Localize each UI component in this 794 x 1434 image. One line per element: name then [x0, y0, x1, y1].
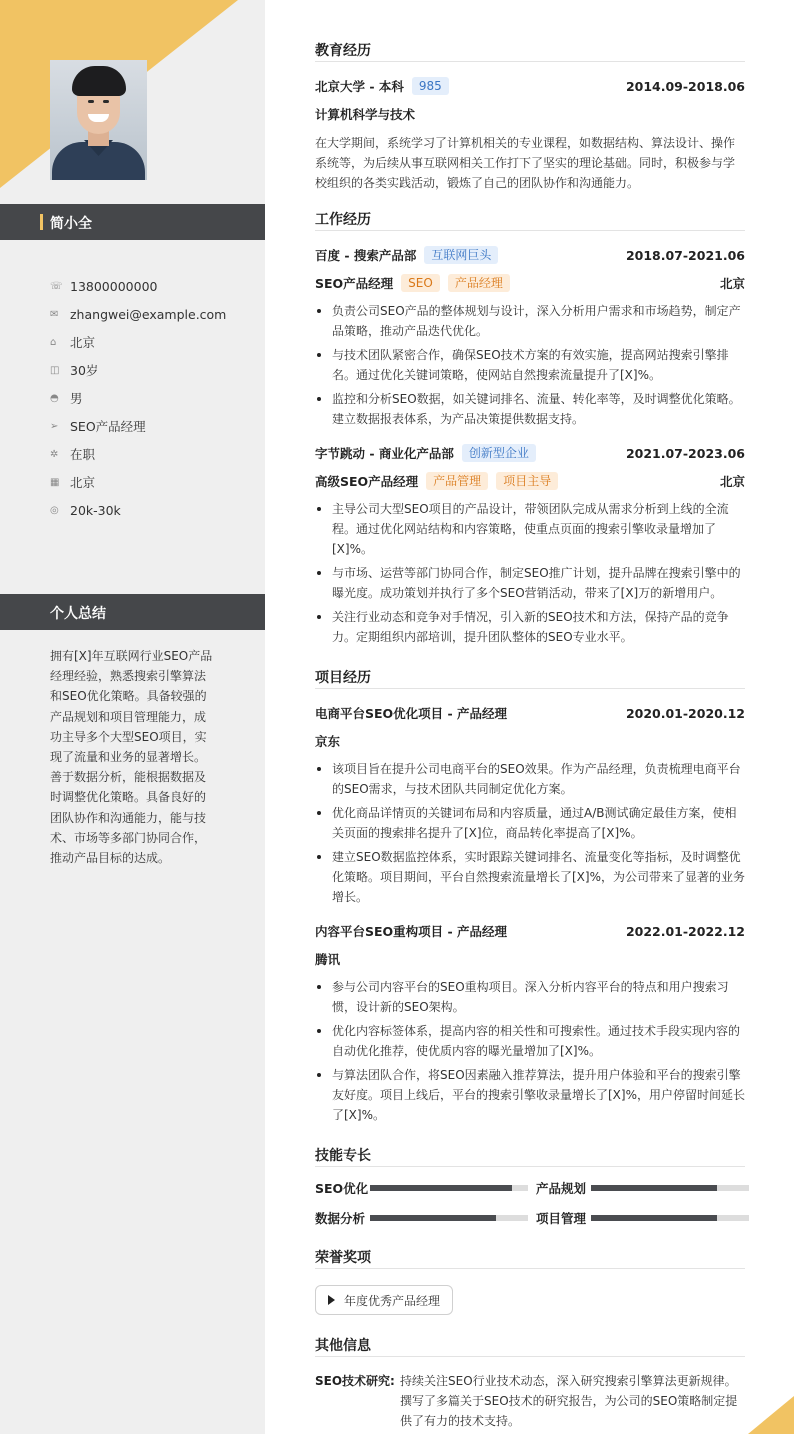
- other-value: 持续关注SEO行业技术动态，深入研究搜索引擎算法更新规律。撰写了多篇关于SEO技术的研究报告，为公司的SEO策略制定提供了有力的技术支持。: [400, 1374, 738, 1428]
- info-item-position: [50, 412, 226, 440]
- skill-item: [536, 1209, 751, 1227]
- job-item: [315, 241, 745, 429]
- job-company: 百度 - 搜索产品部: [315, 248, 417, 263]
- info-item-email: [50, 300, 226, 328]
- sidebar: [0, 0, 265, 1434]
- info-text: 30岁: [70, 363, 99, 378]
- info-item-age: [50, 356, 226, 384]
- project-item: [315, 699, 745, 907]
- project-name: 内容平台SEO重构项目 - 产品经理: [315, 924, 508, 939]
- award-toggle-button[interactable]: [315, 1285, 453, 1315]
- section-title-honors: 荣誉奖项: [315, 1247, 745, 1269]
- education-date: 2014.09-2018.06: [625, 78, 745, 94]
- project-org-row: [315, 727, 745, 755]
- name-accent-marker: [40, 214, 43, 230]
- name-bar: [0, 204, 265, 240]
- company-tag: 创新型企业: [462, 444, 536, 462]
- info-text: SEO产品经理: [70, 419, 146, 434]
- project-header: [315, 699, 745, 727]
- summary-title: 个人总结: [50, 606, 106, 622]
- info-item-status: [50, 440, 226, 468]
- project-bullets: [315, 977, 745, 1125]
- project-item: [315, 917, 745, 1125]
- project-name: 电商平台SEO优化项目 - 产品经理: [315, 706, 508, 721]
- projects-section: [315, 667, 745, 1125]
- education-section: [315, 40, 745, 193]
- info-text: 男: [70, 391, 83, 406]
- list-item: 关注行业动态和竞争对手情况，引入新的SEO技术和方法，保持产品的竞争力。定期组织内部培训，提升团队整体的SEO专业水平。: [315, 607, 745, 647]
- contact-info-list: [50, 272, 226, 524]
- info-text: zhangwei@example.com: [70, 306, 227, 322]
- main-content: [315, 40, 745, 1431]
- project-bullets: [315, 759, 745, 907]
- other-section: [315, 1335, 745, 1431]
- project-org: 京东: [315, 734, 341, 749]
- skill-label: SEO优化: [315, 1181, 369, 1196]
- candidate-name: 简小全: [50, 216, 92, 232]
- job-date: 2021.07-2023.06: [625, 445, 745, 461]
- section-title-education: 教育经历: [315, 40, 745, 62]
- job-role-row: [315, 269, 745, 297]
- job-header: [315, 241, 745, 269]
- job-bullets: [315, 499, 745, 647]
- work-section: [315, 209, 745, 647]
- list-item: 监控和分析SEO数据，如关键词排名、流量、转化率等，及时调整优化策略。建立数据报表体系，为产品决策提供数据支持。: [315, 389, 745, 429]
- info-text: 20k-30k: [70, 502, 121, 518]
- skill-bar-fill: [591, 1215, 717, 1221]
- skill-label: 项目管理: [536, 1211, 587, 1226]
- info-text: 13800000000: [70, 278, 158, 294]
- triangle-right-icon: [328, 1295, 335, 1305]
- other-key: SEO技术研究:: [315, 1374, 395, 1388]
- list-item: 参与公司内容平台的SEO重构项目。深入分析内容平台的特点和用户搜索习惯，设计新的SEO架构。: [315, 977, 745, 1017]
- status-icon: ✲: [50, 448, 59, 460]
- skill-bar: [370, 1185, 528, 1191]
- section-title-projects: 项目经历: [315, 667, 745, 689]
- skill-bar-fill: [591, 1185, 717, 1191]
- education-desc: 在大学期间，系统学习了计算机相关的专业课程，如数据结构、算法设计、操作系统等，为后续从事互联网相关工作打下了坚实的理论基础。同时，积极参与学校组织的各类实践活动，锻炼了自己的团队协作和沟通能力。: [315, 136, 736, 190]
- skill-label: 数据分析: [315, 1211, 366, 1226]
- project-org: 腾讯: [315, 952, 341, 967]
- phone-icon: ☏: [50, 280, 63, 292]
- award-label: 年度优秀产品经理: [344, 1293, 441, 1308]
- email-icon: ✉: [50, 308, 59, 320]
- job-city: 北京: [719, 276, 745, 291]
- building-icon: ▦: [50, 476, 60, 488]
- major: 计算机科学与技术: [315, 107, 416, 122]
- skill-bar: [370, 1215, 528, 1221]
- section-title-skills: 技能专长: [315, 1145, 745, 1167]
- skill-bar-fill: [370, 1215, 496, 1221]
- skill-item: [536, 1179, 751, 1197]
- project-header: [315, 917, 745, 945]
- skills-grid: [315, 1179, 745, 1227]
- skill-bar: [591, 1185, 749, 1191]
- role-tag: SEO: [401, 274, 440, 292]
- age-icon: ◫: [50, 364, 60, 376]
- job-role-row: [315, 467, 745, 495]
- home-icon: ⌂: [50, 336, 57, 348]
- summary-text: 拥有[X]年互联网行业SEO产品经理经验，熟悉搜索引擎算法和SEO优化策略。具备较强的产品规划和项目管理能力，成功主导多个大型SEO项目，实现了流量和业务的显著增长。善于数据分析，能根据数据及时调整优化策略。具备良好的团队协作和沟通能力，能与技术、市场等多部门协同合作，推动产品目标的达成。: [50, 649, 213, 866]
- list-item: 建立SEO数据监控体系，实时跟踪关键词排名、流量变化等指标，及时调整优化策略。项目期间，平台自然搜索流量增长了[X]%，为公司带来了显著的业务增长。: [315, 847, 745, 907]
- project-date: 2020.01-2020.12: [625, 705, 745, 721]
- list-item: 与算法团队合作，将SEO因素融入推荐算法，提升用户体验和平台的搜索引擎友好度。项目上线后，平台的搜索引擎收录量增长了[X]%，用户停留时间延长了[X]%。: [315, 1065, 745, 1125]
- list-item: 优化内容标签体系，提高内容的相关性和可搜索性。通过技术手段实现内容的自动优化推荐，使优质内容的曝光量增加了[X]%。: [315, 1021, 745, 1061]
- info-item-phone: [50, 272, 226, 300]
- skills-section: [315, 1145, 745, 1227]
- info-item-city: [50, 468, 226, 496]
- gender-icon: ◓: [50, 392, 59, 404]
- project-date: 2022.01-2022.12: [625, 923, 745, 939]
- job-company: 字节跳动 - 商业化产品部: [315, 446, 454, 461]
- job-role: 高级SEO产品经理: [315, 474, 419, 489]
- section-title-work: 工作经历: [315, 209, 745, 231]
- salary-icon: ◎: [50, 504, 59, 516]
- info-item-gender: [50, 384, 226, 412]
- skill-item: [315, 1179, 530, 1197]
- job-item: [315, 439, 745, 647]
- info-text: 在职: [70, 447, 96, 462]
- list-item: 负责公司SEO产品的整体规划与设计，深入分析用户需求和市场趋势，制定产品策略，推动产品迭代优化。: [315, 301, 745, 341]
- role-tag: 产品经理: [448, 274, 510, 292]
- summary-bar: [0, 594, 265, 630]
- info-text: 北京: [70, 475, 96, 490]
- info-item-home: [50, 328, 226, 356]
- list-item: 与技术团队紧密合作，确保SEO技术方案的有效实施，提高网站搜索引擎排名。通过优化关键词策略，使网站自然搜索流量提升了[X]%。: [315, 345, 745, 385]
- list-item: 与市场、运营等部门协同合作，制定SEO推广计划，提升品牌在搜索引擎中的曝光度。成功策划并执行了多个SEO营销活动，带来了[X]万的新增用户。: [315, 563, 745, 603]
- skill-item: [315, 1209, 530, 1227]
- skill-label: 产品规划: [536, 1181, 587, 1196]
- company-tag: 互联网巨头: [424, 246, 498, 264]
- avatar-photo: [50, 60, 147, 180]
- job-header: [315, 439, 745, 467]
- major-row: [315, 100, 745, 128]
- section-title-other: 其他信息: [315, 1335, 745, 1357]
- other-item: [315, 1371, 745, 1431]
- project-org-row: [315, 945, 745, 973]
- job-role: SEO产品经理: [315, 276, 394, 291]
- list-item: 该项目旨在提升公司电商平台的SEO效果。作为产品经理，负责梳理电商平台的SEO需求，与技术团队共同制定优化方案。: [315, 759, 745, 799]
- school-tag: 985: [412, 77, 449, 95]
- decorative-corner-bottom-right: [748, 1396, 794, 1434]
- info-text: 北京: [70, 335, 96, 350]
- skill-bar: [591, 1215, 749, 1221]
- info-item-salary: [50, 496, 226, 524]
- send-icon: ➢: [50, 420, 59, 432]
- skill-bar-fill: [370, 1185, 512, 1191]
- role-tag: 项目主导: [496, 472, 558, 490]
- list-item: 优化商品详情页的关键词布局和内容质量，通过A/B测试确定最佳方案，使相关页面的搜索排名提升了[X]位，商品转化率提高了[X]%。: [315, 803, 745, 843]
- role-tag: 产品管理: [426, 472, 488, 490]
- education-header: [315, 72, 745, 100]
- honors-section: [315, 1247, 745, 1315]
- job-city: 北京: [719, 474, 745, 489]
- school-name: 北京大学 - 本科: [315, 79, 404, 94]
- job-bullets: [315, 301, 745, 429]
- job-date: 2018.07-2021.06: [625, 247, 745, 263]
- list-item: 主导公司大型SEO项目的产品设计，带领团队完成从需求分析到上线的全流程。通过优化网站结构和内容策略，使重点页面的搜索引擎收录量增加了[X]%。: [315, 499, 745, 559]
